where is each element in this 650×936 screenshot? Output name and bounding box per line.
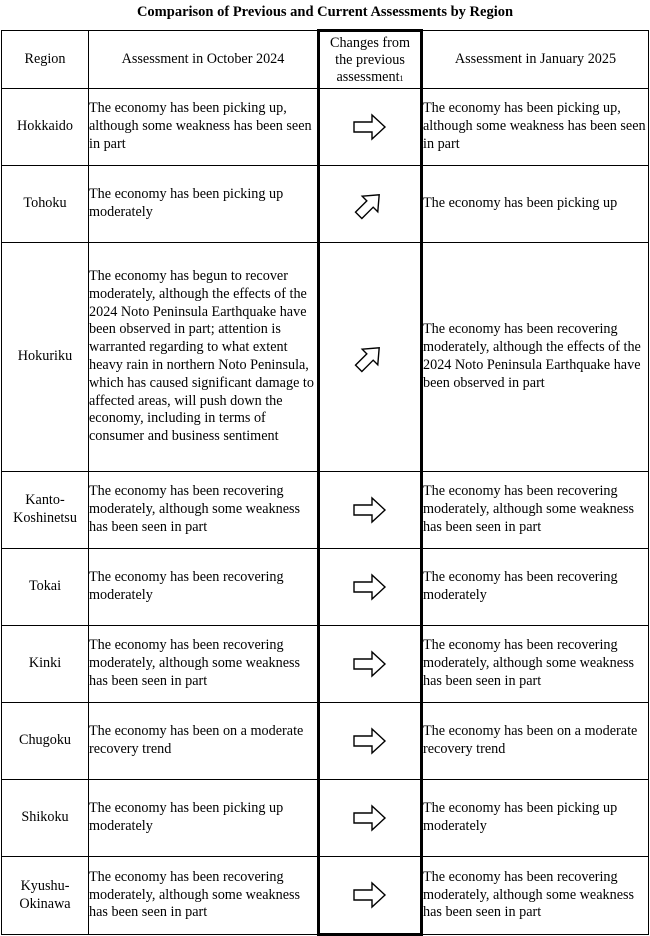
region-name: Shikoku (21, 809, 69, 826)
arrow-right-icon (319, 89, 422, 166)
region-cell (2, 549, 89, 626)
table-row (2, 857, 649, 935)
region-name: Kanto- (25, 492, 65, 509)
january-assessment: The economy has been picking up (422, 166, 649, 243)
october-assessment: The economy has been recovering moderately, although some weakness has been seen in part (89, 857, 319, 935)
region-cell (2, 243, 89, 472)
table-row (2, 166, 649, 243)
january-assessment: The economy has been recovering moderately, although some weakness has been seen in part (422, 857, 649, 935)
january-assessment: The economy has been recovering moderately, although some weakness has been seen in part (422, 472, 649, 549)
region-name: Kyushu- (20, 877, 70, 894)
arrow-right-icon (319, 780, 422, 857)
october-assessment: The economy has begun to recover moderately, although the effects of the 2024 Noto Peninsula Earthquake have been observed in part; attention is warranted regarding to what extent heavy rain in northern Noto Peninsula, which has caused significant damage to affected areas, will push down the economy, including in terms of consumer and business sentiment (89, 243, 319, 472)
assessment-table (1, 29, 649, 936)
january-assessment: The economy has been picking up moderately (422, 780, 649, 857)
october-assessment: The economy has been recovering moderately (89, 549, 319, 626)
header-change-line1: Changes from (330, 34, 410, 51)
region-cell (2, 857, 89, 935)
table-row (2, 89, 649, 166)
january-assessment: The economy has been picking up, although some weakness has been seen in part (422, 89, 649, 166)
table-row (2, 243, 649, 472)
region-name: Kinki (28, 655, 62, 672)
table-row (2, 626, 649, 703)
october-assessment: The economy has been picking up moderately (89, 780, 319, 857)
region-cell (2, 89, 89, 166)
table-row (2, 780, 649, 857)
october-assessment: The economy has been picking up, although some weakness has been seen in part (89, 89, 319, 166)
region-name-line2: Okinawa (19, 895, 71, 912)
january-assessment: The economy has been on a moderate recovery trend (422, 703, 649, 780)
october-assessment: The economy has been on a moderate recovery trend (89, 703, 319, 780)
october-assessment: The economy has been recovering moderately, although some weakness has been seen in part (89, 626, 319, 703)
region-cell (2, 626, 89, 703)
january-assessment: The economy has been recovering moderately, although the effects of the 2024 Noto Peninsula Earthquake have been observed in part (422, 243, 649, 472)
arrow-up-right-icon (319, 243, 422, 472)
region-cell (2, 780, 89, 857)
arrow-right-icon (319, 472, 422, 549)
header-region: Region (2, 31, 89, 89)
region-name: Hokuriku (17, 348, 73, 365)
arrow-right-icon (319, 703, 422, 780)
region-cell (2, 166, 89, 243)
table-row (2, 549, 649, 626)
january-assessment: The economy has been recovering moderately (422, 549, 649, 626)
table-row (2, 472, 649, 549)
region-name-line2: Koshinetsu (13, 510, 77, 526)
arrow-right-icon (319, 626, 422, 703)
header-row (2, 31, 649, 89)
header-change-line2: the previous (335, 51, 405, 68)
arrow-up-right-icon (319, 166, 422, 243)
region-cell (2, 703, 89, 780)
region-cell (2, 472, 89, 549)
header-october: Assessment in October 2024 (89, 31, 319, 89)
october-assessment: The economy has been recovering moderately, although some weakness has been seen in part (89, 472, 319, 549)
header-january: Assessment in January 2025 (422, 31, 649, 89)
header-change-line3: assessment (336, 68, 400, 85)
header-change (319, 31, 422, 89)
region-name: Hokkaido (17, 118, 73, 135)
page-title: Comparison of Previous and Current Assessments by Region (136, 4, 514, 20)
october-assessment: The economy has been picking up moderately (89, 166, 319, 243)
region-name: Chugoku (18, 732, 72, 749)
footnote-marker: 1 (399, 73, 404, 83)
arrow-right-icon (319, 857, 422, 935)
table-row (2, 703, 649, 780)
region-name: Tohoku (23, 195, 67, 212)
region-name: Tokai (28, 578, 62, 595)
arrow-right-icon (319, 549, 422, 626)
january-assessment: The economy has been recovering moderately, although some weakness has been seen in part (422, 626, 649, 703)
